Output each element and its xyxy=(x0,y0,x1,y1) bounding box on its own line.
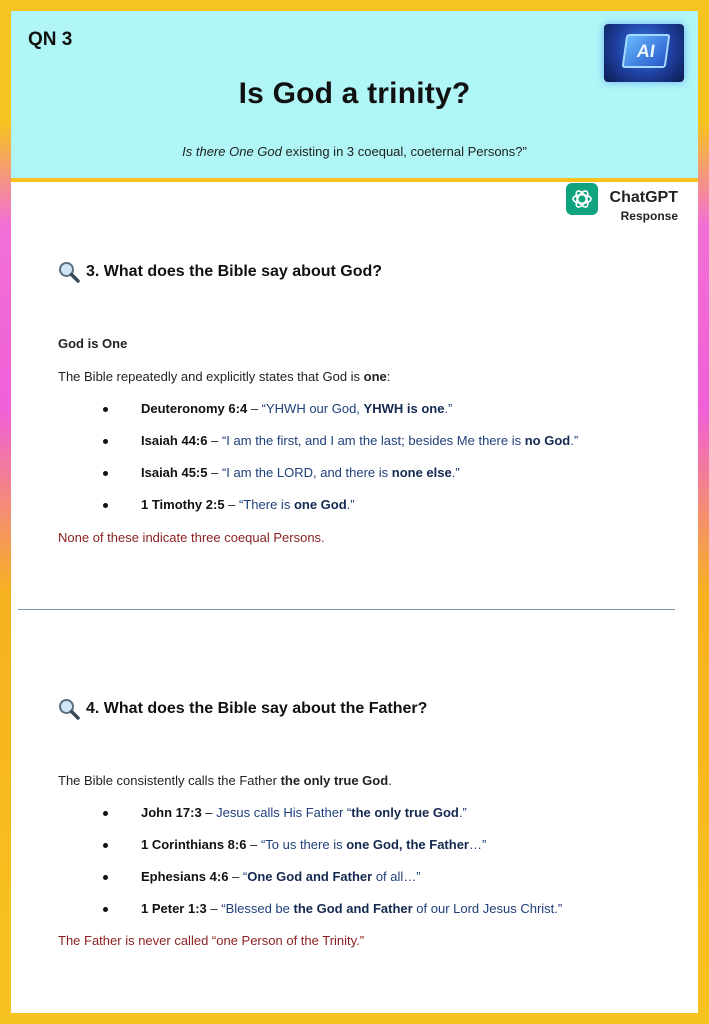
quote-end: of our Lord Jesus Christ.” xyxy=(412,901,563,916)
verse-quote xyxy=(261,837,486,852)
chatgpt-response-label: Response xyxy=(620,209,678,223)
quote-end: of all…” xyxy=(372,869,421,884)
quote-end: .” xyxy=(346,497,355,512)
list-item xyxy=(89,837,669,869)
section-4-note: The Father is never called “one Person of the Trinity.” xyxy=(58,933,365,948)
section-3-heading xyxy=(58,261,382,283)
verse-dash: – xyxy=(201,805,217,820)
chatgpt-logo-icon xyxy=(566,183,598,215)
quote-end: .” xyxy=(458,805,467,820)
verse-ref: Deuteronomy 6:4 xyxy=(141,401,248,416)
chatgpt-name: ChatGPT xyxy=(609,189,678,206)
verse-quote xyxy=(243,869,421,884)
chatgpt-response-badge xyxy=(610,183,678,223)
verse-ref: John 17:3 xyxy=(141,805,202,820)
list-item xyxy=(89,401,669,433)
quote-part: “I am the LORD, and there is xyxy=(221,465,392,480)
intro-end: : xyxy=(386,369,391,384)
section-3-heading-text: 3. What does the Bible say about God? xyxy=(86,263,383,280)
quote-end: .” xyxy=(451,465,460,480)
page-content xyxy=(11,11,698,1013)
quote-bold: YHWH is one xyxy=(363,401,445,416)
section-4-intro xyxy=(58,773,392,788)
quote-part: “YHWH our God, xyxy=(261,401,364,416)
list-item xyxy=(89,901,669,933)
verse-dash: – xyxy=(228,869,243,884)
quote-part: Jesus calls His Father “ xyxy=(216,805,352,820)
section-4-verse-list xyxy=(89,805,669,933)
verse-quote xyxy=(262,401,453,416)
verse-dash: – xyxy=(207,465,222,480)
ai-chip-icon xyxy=(604,24,684,82)
subtitle-rest: existing in 3 coequal, coeternal Persons?” xyxy=(281,144,527,159)
quote-part: “ xyxy=(242,869,248,884)
quote-part: “I am the first, and I am the last; besides Me there is xyxy=(221,433,525,448)
intro-text: The Bible repeatedly and explicitly states that God is xyxy=(58,369,364,384)
verse-ref: 1 Corinthians 8:6 xyxy=(141,837,247,852)
verse-quote xyxy=(216,805,467,820)
verse-ref: Isaiah 45:5 xyxy=(141,465,208,480)
verse-quote xyxy=(239,497,355,512)
verse-dash: – xyxy=(247,401,262,416)
verse-dash: – xyxy=(246,837,261,852)
quote-part: “Blessed be xyxy=(221,901,294,916)
list-item xyxy=(89,433,669,465)
ai-chip-label: AI xyxy=(622,34,671,68)
list-item xyxy=(89,465,669,497)
list-item xyxy=(89,869,669,901)
quote-end: .” xyxy=(444,401,453,416)
section-3-subhead: God is One xyxy=(58,336,128,351)
quote-end: …” xyxy=(469,837,487,852)
intro-text: The Bible consistently calls the Father xyxy=(58,773,281,788)
quote-bold: the only true God xyxy=(351,805,459,820)
section-divider xyxy=(18,609,675,610)
page-subtitle xyxy=(11,144,698,159)
quote-bold: none else xyxy=(391,465,452,480)
quote-bold: no God xyxy=(524,433,571,448)
magnifier-icon xyxy=(58,698,80,720)
verse-dash: – xyxy=(206,901,222,916)
verse-quote xyxy=(222,433,578,448)
header-banner xyxy=(11,11,698,182)
page-title: Is God a trinity? xyxy=(238,77,471,110)
intro-end: . xyxy=(388,773,392,788)
section-4-heading-text: 4. What does the Bible say about the Father? xyxy=(86,700,428,717)
quote-bold: one God, the Father xyxy=(346,837,469,852)
section-4-heading xyxy=(58,698,427,720)
section-3-verse-list xyxy=(89,401,669,529)
quote-bold: the God and Father xyxy=(293,901,413,916)
verse-dash: – xyxy=(207,433,222,448)
section-3-intro xyxy=(58,369,390,384)
subtitle-italic: Is there One God xyxy=(182,144,282,159)
question-number: QN 3 xyxy=(28,29,73,50)
quote-bold: One God and Father xyxy=(247,869,373,884)
verse-quote xyxy=(221,901,562,916)
intro-bold: the only true God xyxy=(280,773,389,788)
quote-part: “There is xyxy=(239,497,294,512)
verse-ref: 1 Peter 1:3 xyxy=(141,901,207,916)
quote-end: .” xyxy=(570,433,579,448)
verse-ref: Isaiah 44:6 xyxy=(141,433,208,448)
quote-part: “To us there is xyxy=(260,837,347,852)
magnifier-icon xyxy=(58,261,80,283)
verse-ref: 1 Timothy 2:5 xyxy=(141,497,225,512)
section-3-note: None of these indicate three coequal Persons. xyxy=(58,530,325,545)
verse-ref: Ephesians 4:6 xyxy=(141,869,229,884)
quote-bold: one God xyxy=(293,497,347,512)
intro-bold: one xyxy=(363,369,387,384)
verse-quote xyxy=(222,465,460,480)
list-item xyxy=(89,805,669,837)
verse-dash: – xyxy=(224,497,240,512)
list-item xyxy=(89,497,669,529)
